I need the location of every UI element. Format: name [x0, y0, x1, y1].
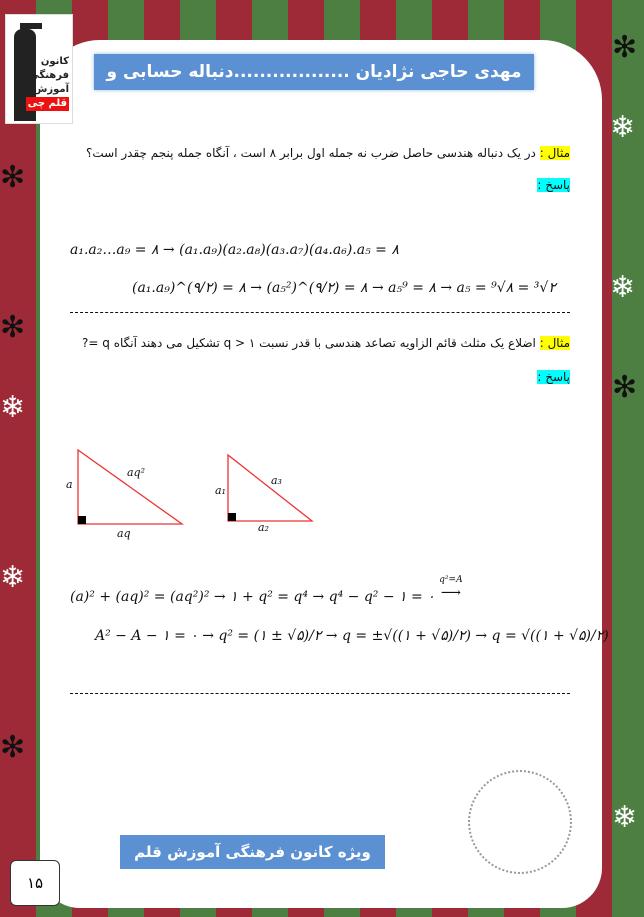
logo [5, 14, 73, 124]
snowflake-icon: ❄ [610, 270, 636, 305]
math-icons-illustration [468, 770, 572, 874]
page-number: ۱۵ [10, 860, 60, 906]
answer-text: پاسخ : [537, 370, 570, 384]
equation-line: a₁.a₂…a₉ = ۸ → (a₁.a₉)(a₂.a₈)(a₃.a₇)(a₄.a₆).a₅ = ۸ [70, 242, 399, 258]
arrow-label: q²=A [439, 575, 463, 585]
equation-text: (a)² + (aq)² = (aq²)² → ۱ + q² = q⁴ → q⁴ − q² − ۱ = ۰ [70, 589, 435, 605]
logo-text: فرهنگی [29, 70, 69, 81]
example-label: مثال : [539, 336, 570, 350]
logo-text: قلم چی [27, 98, 67, 109]
page-title: مهدی حاجی نژادیان ..................دنباله حسابی و هندسی [94, 54, 534, 90]
question-text: اضلاع یک مثلث قائم الزاویه تصاعد هندسی با قدر نسبت q > ۱ تشکیل می دهند آنگاه q =? [82, 336, 536, 350]
snowflake-icon: ❄ [0, 560, 26, 595]
snowflake-icon: ✻ [0, 730, 26, 765]
equation-line [70, 575, 463, 605]
substitution-arrow [439, 575, 462, 601]
equation-line: A² − A − ۱ = ۰ → q² = (۱ ± √۵)/۲ → q = ±√((۱ + √۵)/۲) → q = √((۱ + √۵)/۲) [95, 628, 609, 644]
snowflake-icon: ✻ [0, 310, 26, 345]
arrow-icon: ⟶ [440, 585, 461, 601]
example-1-question [86, 146, 570, 160]
footer-banner: ویژه کانون فرهنگی آموزش قلم چی [120, 835, 385, 869]
right-angle-marker [228, 513, 236, 521]
question-text: در یک دنباله هندسی حاصل ضرب نه جمله اول برابر ۸ است ، آنگاه جمله پنجم چقدر است؟ [86, 146, 536, 160]
answer-label [537, 370, 570, 384]
side-label: a₁ [215, 484, 226, 497]
answer-text: پاسخ : [537, 178, 570, 192]
divider [70, 312, 570, 313]
side-label: a₃ [271, 474, 282, 487]
divider [70, 693, 570, 694]
equation-line: (a₁.a₉)^(۹/۲) = ۸ → (a₅²)^(۹/۲) = ۸ → a₅⁹ = ۸ → a₅ = ⁹√۸ = ³√۲ [132, 280, 556, 296]
example-2-question [82, 336, 570, 350]
right-angle-marker [78, 516, 86, 524]
snowflake-icon: ✻ [612, 30, 638, 65]
snowflake-icon: ✻ [612, 370, 638, 405]
side-label: aq² [127, 466, 146, 479]
logo-text: کانون [40, 56, 69, 67]
triangle [78, 450, 182, 524]
snowflake-icon: ❄ [610, 110, 636, 145]
side-label: aq [117, 527, 131, 540]
answer-label [537, 178, 570, 192]
logo-text: آموزش [33, 84, 69, 95]
snowflake-icon: ❄ [612, 800, 638, 835]
side-label: a₂ [258, 521, 269, 534]
example-label: مثال : [539, 146, 570, 160]
snowflake-icon: ❄ [0, 390, 26, 425]
snowflake-icon: ✻ [0, 160, 26, 195]
triangle [228, 455, 312, 521]
side-label: a [66, 478, 73, 491]
